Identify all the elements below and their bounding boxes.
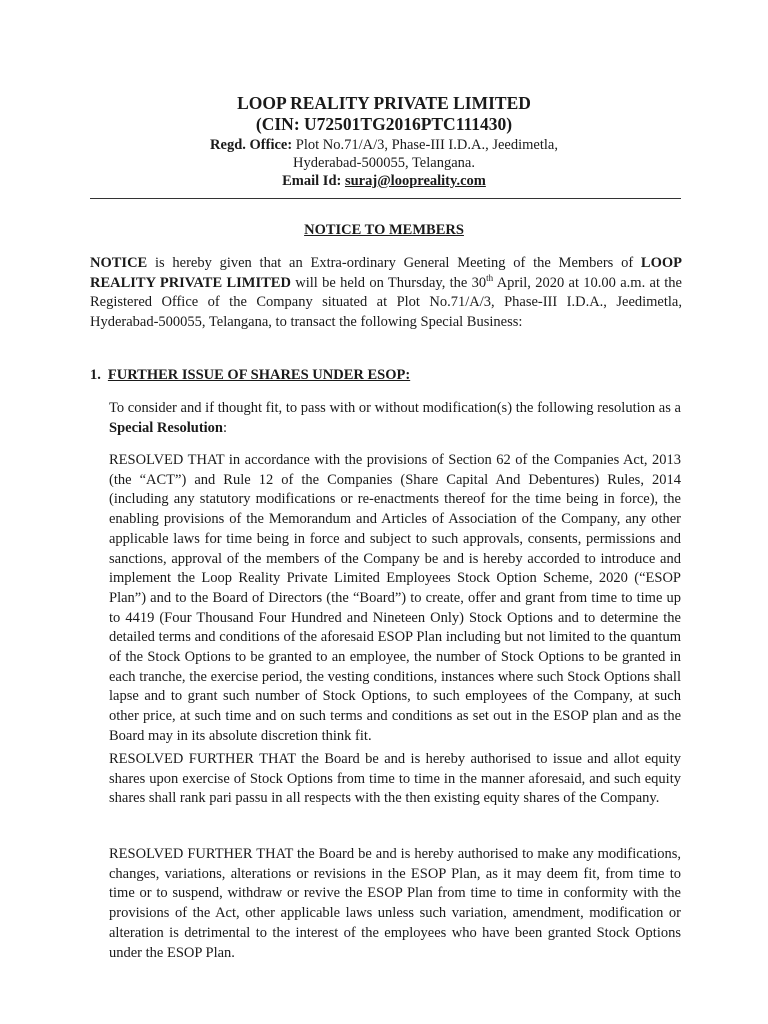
section-title: FURTHER ISSUE OF SHARES UNDER ESOP: (107, 367, 411, 383)
intro-text-1: is hereby given that an Extra-ordinary General Meeting of the Members of (147, 255, 641, 271)
resolution-paragraph-2: RESOLVED FURTHER THAT the Board be and is hereby authorised to issue and allot equity shares upon exercise of Stock Options from time to time in the manner aforesaid, and such equity shares shall rank pari passu in all respects with the then existing equity shares of the Company. (109, 751, 681, 807)
company-name: LOOP REALITY PRIVATE LIMITED (237, 93, 531, 113)
resolution-paragraph-3: RESOLVED FURTHER THAT the Board be and is hereby authorised to make any modifications, changes, variations, alterations or revisions in the ESOP Plan, as it may deem fit, from time to time or to suspend, withdraw or revive the ESOP Plan from time to time in conformity with the provisions of the Act, other applicable laws unless such variation, amendment, modification or alteration is detrimental to the interest of the employees who have been granted Stock Options under the ESOP Plan. (109, 846, 681, 961)
company-cin: (CIN: U72501TG2016PTC111430) (255, 114, 513, 134)
regd-office-line1 (0, 136, 768, 154)
consider-paragraph (109, 399, 681, 438)
notice-lead: NOTICE (90, 255, 148, 271)
resolution-paragraph-1: RESOLVED THAT in accordance with the provisions of Section 62 of the Companies Act, 2013 (the “ACT”) and Rule 12 of the Companies (Share Capital And Debentures) Rules, 2014 (including any statutory modifications or re-enactments thereof for the time being in force), the enabling provisions of the Memorandum and Articles of Association of the Company, any other applicable laws for time being in force and subject to such approvals, consents, permissions and sanctions, approval of the members of the Company be and is hereby accorded to introduce and implement the Loop Reality Private Limited Employees Stock Option Scheme, 2020 (“ESOP Plan”) and to the Board of Directors (the “Board”) to create, offer and grant from time to time up to 4419 (Four Thousand Four Hundred and Nineteen Only) Stock Options and to determine the detailed terms and conditions of the aforesaid ESOP Plan including but not limited to the quantum of the Stock Options to be granted to an employee, the number of Stock Options to be granted in each tranche, the exercise period, the vesting conditions, instances where such Stock Options shall lapse and to grant such number of Stock Options, to such employees of the Company, at such other price, at such time and on such terms and conditions as set out in the ESOP plan and as the Board may in its absolute discretion think fit. (109, 452, 681, 744)
section-number: 1. (90, 367, 101, 383)
special-resolution-label: Special Resolution (109, 419, 223, 436)
email-line (0, 172, 768, 190)
intro-text-2: will be held on Thursday, the 30 (290, 274, 487, 291)
intro-text-3: April, 2020 at 10.00 a.m. at the Registered Office of the Company situated at Plot No.71/A/3, Phase-III I.D.A., Jeedimetla, Hyderabad-500055, Telangana, to transact the following Special Business: (90, 274, 682, 331)
header-divider (90, 198, 681, 199)
intro-company: LOOP REALITY PRIVATE LIMITED (90, 255, 682, 291)
consider-end: : (223, 419, 228, 436)
regd-office-address: Plot No.71/A/3, Phase-III I.D.A., Jeedimetla, (295, 137, 558, 153)
regd-office-label: Regd. Office: (210, 137, 293, 153)
section-heading (90, 366, 410, 385)
email-label: Email Id: (282, 173, 342, 189)
consider-text: To consider and if thought fit, to pass with or without modification(s) the following resolution as a (109, 400, 681, 416)
email-link[interactable]: suraj@loopreality.com (344, 173, 486, 189)
notice-intro-paragraph (90, 254, 682, 333)
intro-date-suffix: th (486, 272, 494, 283)
notice-title: NOTICE TO MEMBERS (304, 222, 464, 238)
regd-office-line2: Hyderabad-500055, Telangana. (293, 155, 475, 171)
